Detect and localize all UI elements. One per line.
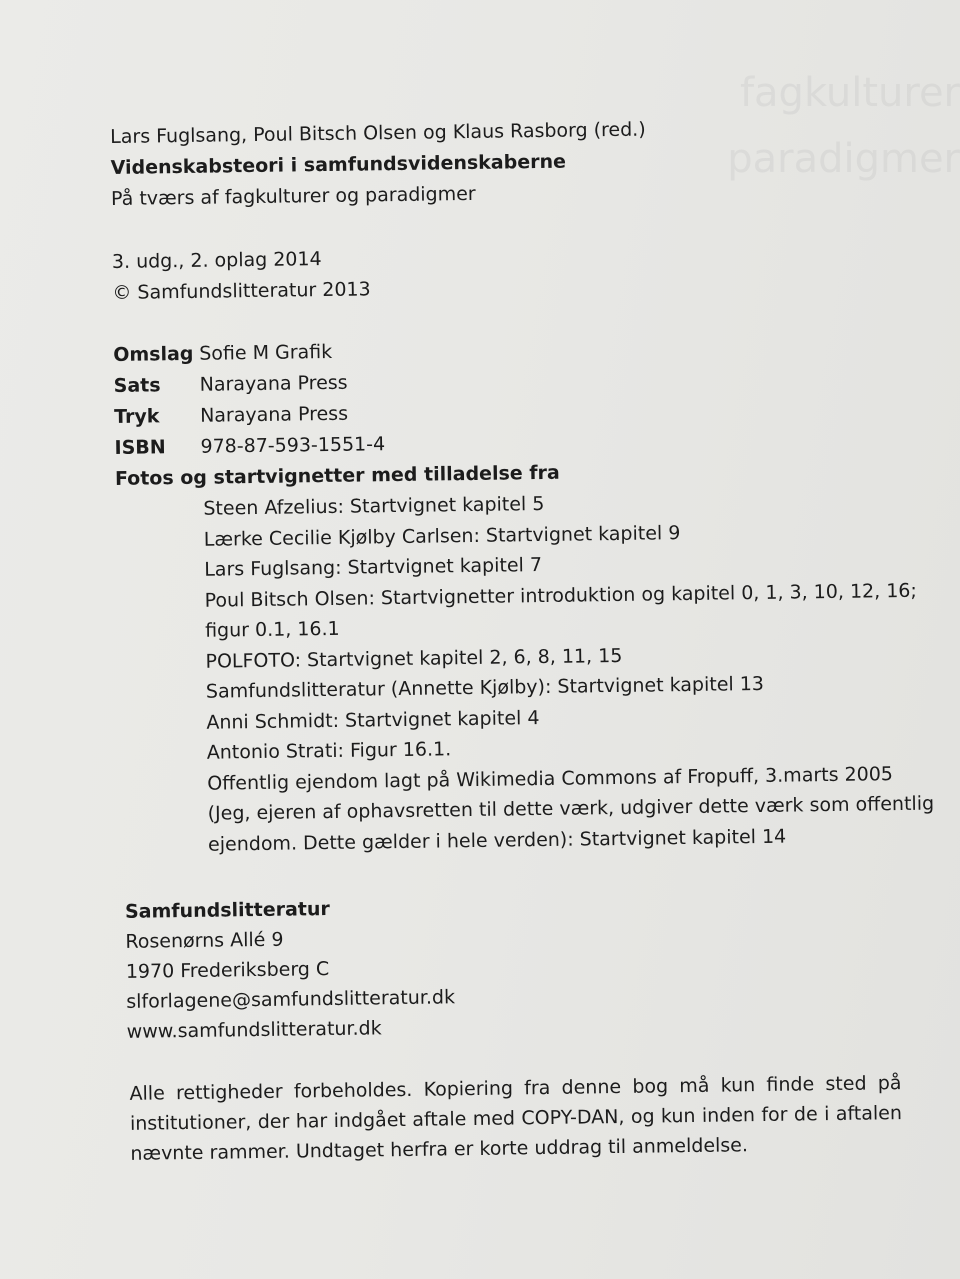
spec-label: Tryk [113, 405, 160, 428]
credit-line: Poul Bitsch Olsen: Startvignetter introduktion og kapitel 0, 1, 3, 10, 12, 16; [204, 579, 917, 612]
publisher-email: slforlagene@samfundslitteratur.dk [126, 986, 456, 1013]
credit-line: Samfundslitteratur (Annette Kjølby): Startvignet kapitel 13 [205, 672, 765, 703]
spec-label: Sats [113, 374, 161, 397]
credits-heading: Fotos og startvignetter med tilladelse fra [114, 461, 560, 490]
book-authors: Lars Fuglsang, Poul Bitsch Olsen og Klaus Rasborg (red.) [110, 118, 646, 148]
book-title: Videnskabsteori i samfundsvidenskaberne [110, 150, 567, 179]
credit-line: (Jeg, ejeren af ophavsretten til dette værk, udgiver dette værk som offentlig [207, 792, 935, 825]
spec-label: ISBN [114, 436, 166, 459]
credit-line: Anni Schmidt: Startvignet kapitel 4 [206, 706, 540, 734]
show-through-text: fagkulturer paradigmer [727, 70, 960, 182]
publisher-city: 1970 Frederiksberg C [125, 958, 330, 983]
spec-value: Sofie M Grafik [199, 340, 333, 365]
spec-value: 978-87-593-1551-4 [200, 433, 386, 458]
spec-value: Narayana Press [199, 402, 349, 427]
publisher-street: Rosenørns Allé 9 [125, 928, 284, 953]
credit-line: figur 0.1, 16.1 [204, 617, 340, 642]
credits-list [115, 484, 935, 861]
credit-line: POLFOTO: Startvignet kapitel 2, 6, 8, 11, 15 [205, 644, 623, 673]
book-subtitle: På tværs af fagkulturer og paradigmer [110, 182, 476, 210]
publisher-website: www.samfundslitteratur.dk [126, 1017, 382, 1043]
spec-label: Omslag [113, 342, 194, 366]
edition-printing: 3. udg., 2. oplag 2014 [111, 248, 322, 273]
colophon [110, 111, 935, 1169]
credit-line: Antonio Strati: Figur 16.1. [206, 738, 452, 764]
credit-line: Lars Fuglsang: Startvignet kapitel 7 [204, 554, 543, 581]
credit-line: Steen Afzelius: Startvignet kapitel 5 [203, 492, 545, 520]
publisher-address [121, 886, 913, 1047]
spec-value: Narayana Press [199, 371, 348, 396]
credit-line: ejendom. Dette gælder i hele verden): Startvignet kapitel 14 [207, 825, 787, 856]
credit-line: Lærke Cecilie Kjølby Carlsen: Startvignet kapitel 9 [203, 521, 681, 551]
credit-line: Offentlig ejendom lagt på Wikimedia Commons af Fropuff, 3.marts 2005 [207, 762, 894, 795]
production-specs [113, 329, 905, 464]
copyright-notice: © Samfundslitteratur 2013 [112, 278, 371, 304]
rights-notice: Alle rettigheder forbeholdes. Kopiering fra denne bog må kun finde sted på institutioner, der har indgået aftale med COPY-DAN, og kun inden for de i aftalen nævnte rammer. Undtaget herfra er korte uddrag til anmeldelse. [129, 1072, 903, 1165]
publisher-name: Samfundslitteratur [124, 898, 330, 923]
